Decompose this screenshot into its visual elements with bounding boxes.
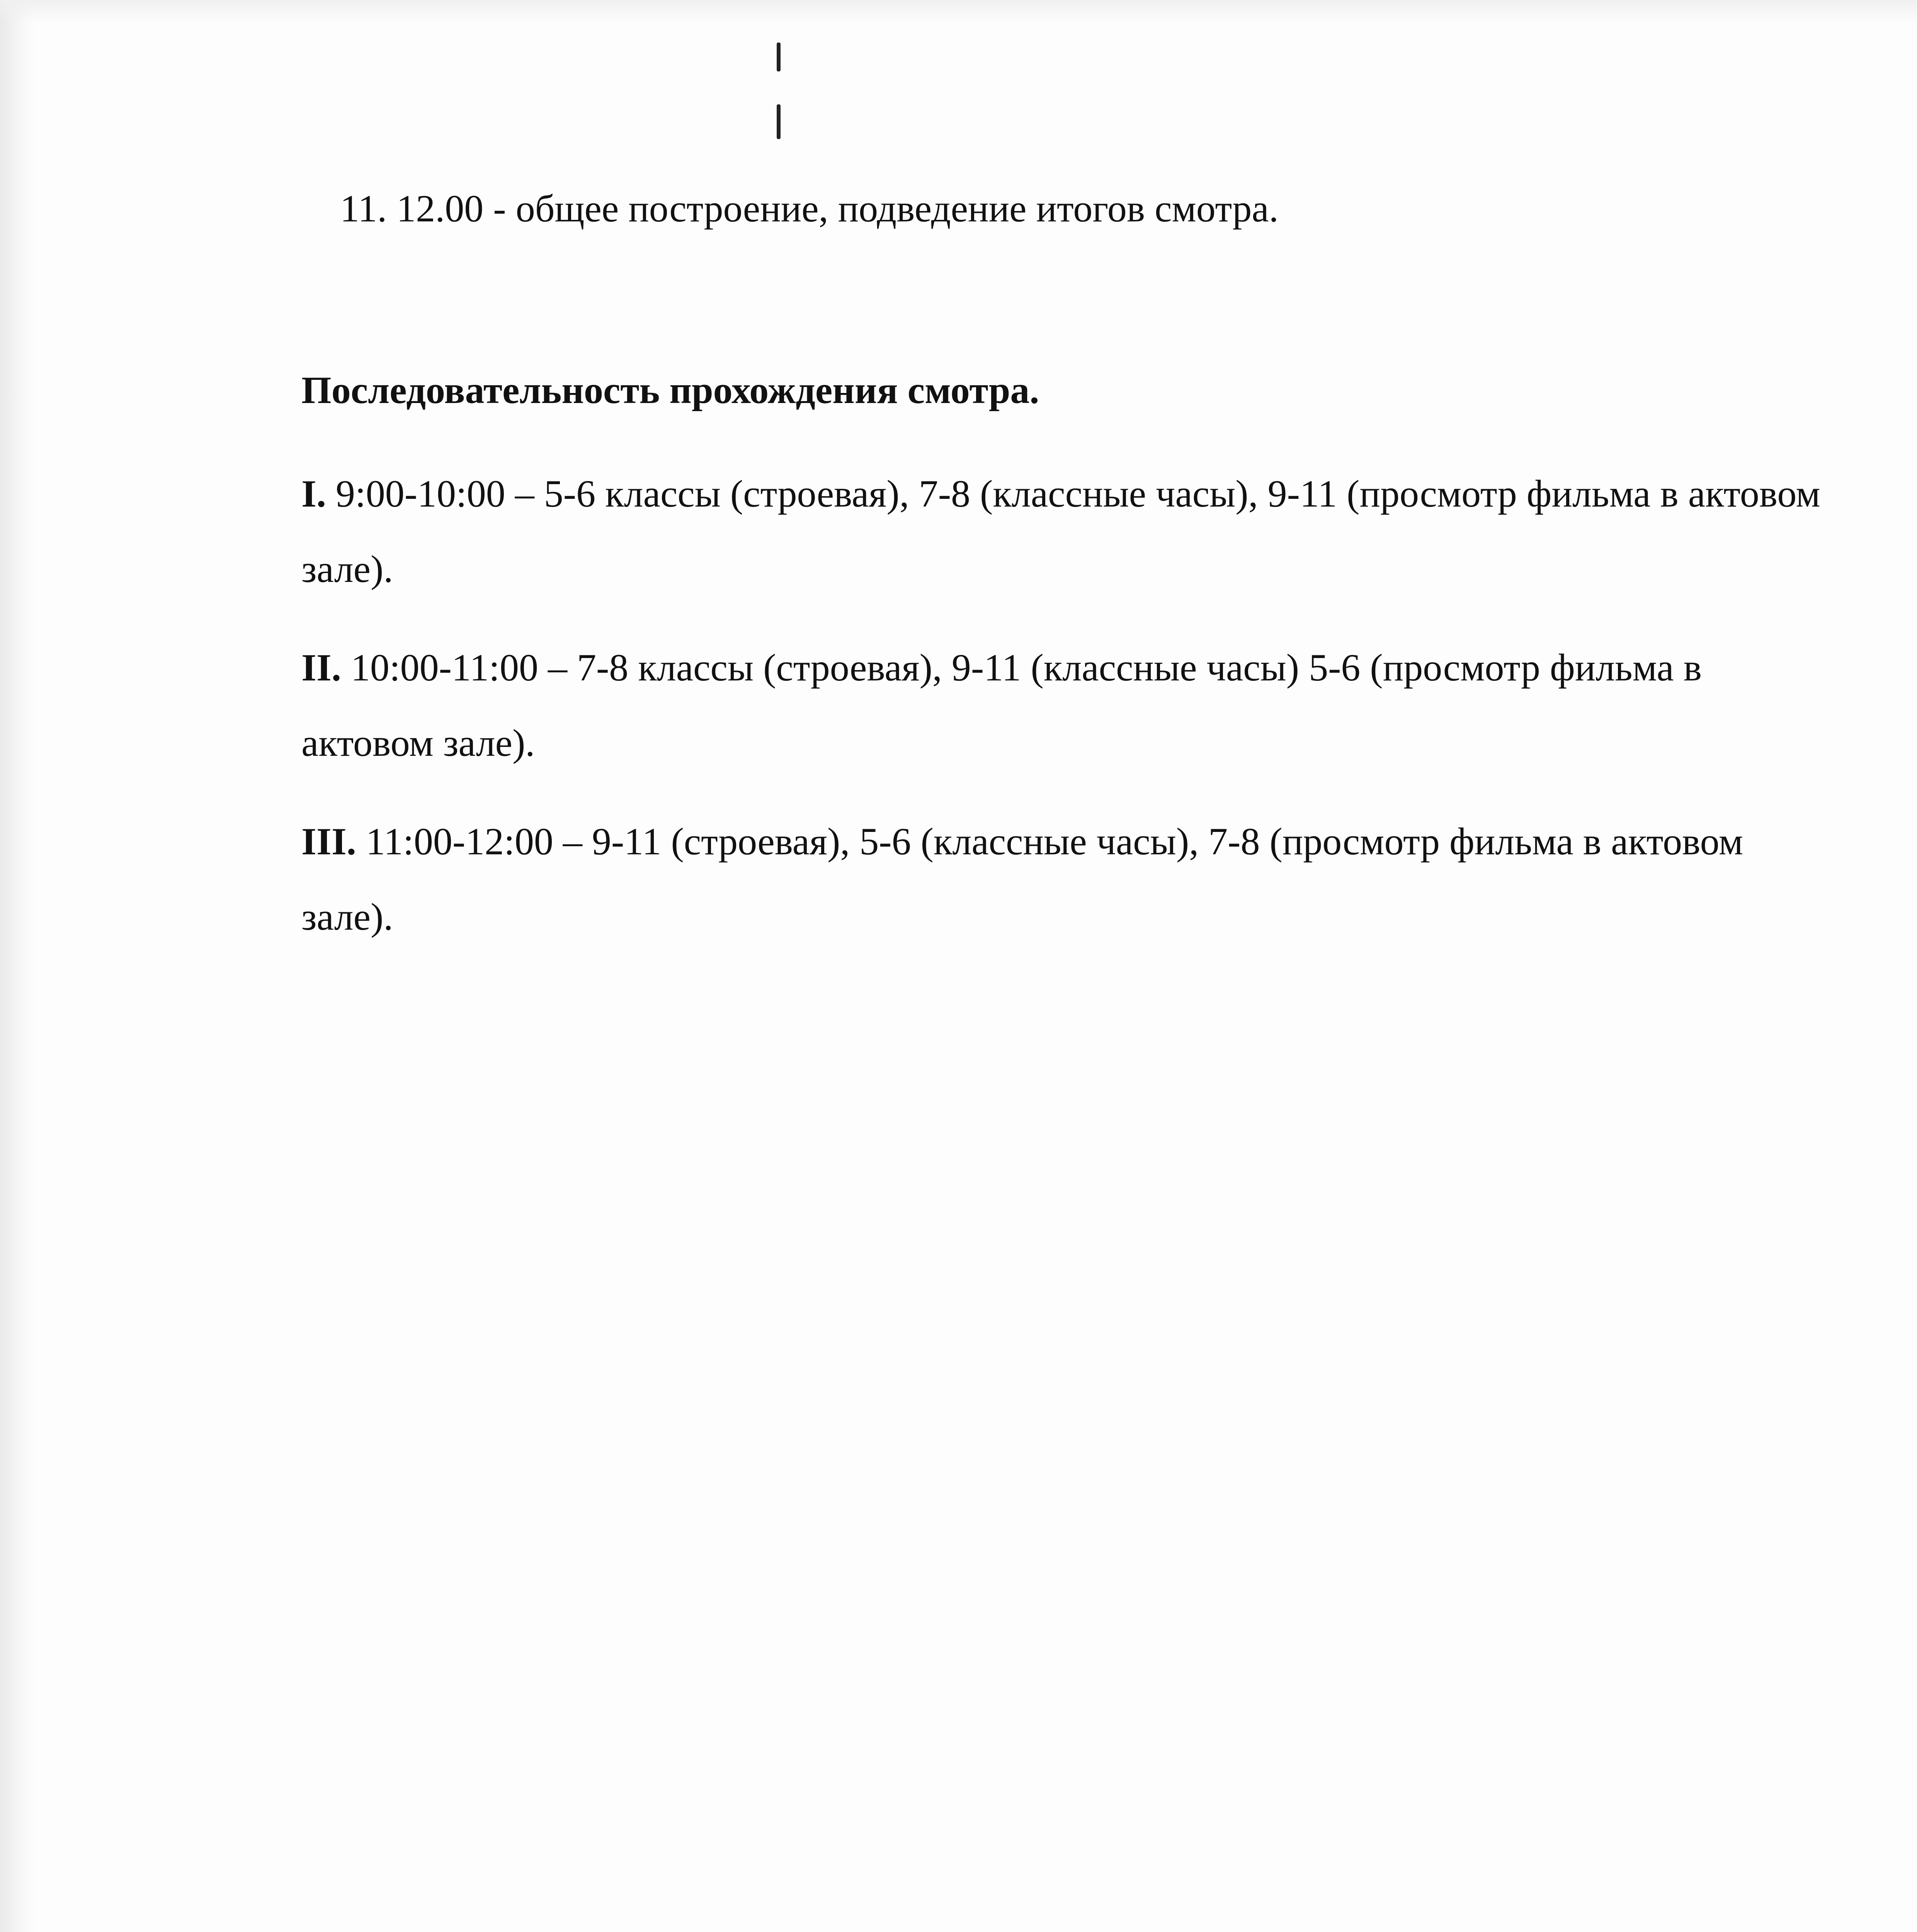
stage-3 [301, 804, 1828, 954]
stage-number: I. [301, 472, 326, 515]
staple-mark [777, 43, 781, 71]
stage-1 [301, 456, 1828, 607]
stage-text: 9:00-10:00 – 5-6 классы (строевая), 7-8 (классные часы), 9-11 (просмотр фильма в актовом зале). [301, 472, 1820, 590]
document-body [301, 182, 1828, 954]
section-title: Последовательность прохождения смотра. [301, 369, 1039, 412]
stage-number: II. [301, 646, 341, 689]
stage-text: 10:00-11:00 – 7-8 классы (строевая), 9-11 (классные часы) 5-6 (просмотр фильма в актовом зале). [301, 646, 1702, 764]
scan-top-shadow [0, 0, 1917, 23]
scan-edge-shadow [0, 0, 35, 1932]
staple-mark [777, 104, 781, 139]
stage-2 [301, 630, 1828, 781]
list-item-11: 11. 12.00 - общее построение, подведение итогов смотра. [340, 187, 1279, 230]
stage-text: 11:00-12:00 – 9-11 (строевая), 5-6 (классные часы), 7-8 (просмотр фильма в актовом зале). [301, 820, 1744, 938]
stage-number: III. [301, 820, 356, 863]
